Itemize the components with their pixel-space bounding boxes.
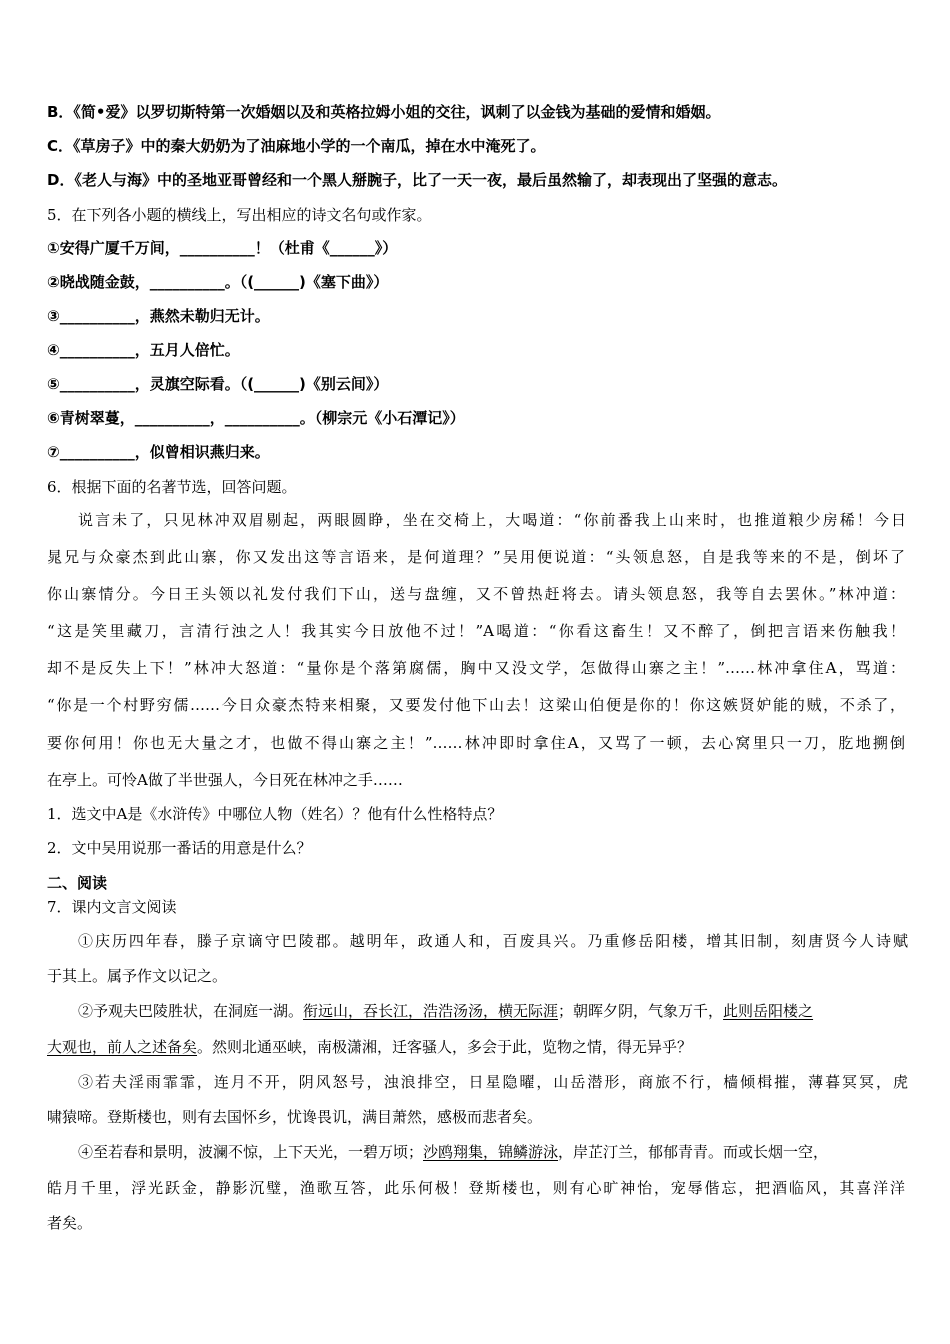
p7-para1-line-1: ①庆历四年春，滕子京谪守巴陵郡。越明年，政通人和，百废具兴。乃重修岳阳楼，增其旧制，刻唐贤今人诗赋 — [78, 932, 908, 950]
q5-item-2: ②晓战随金鼓，__________。（(______)《塞下曲》） — [47, 273, 389, 291]
p7-underlined-sentence-1: 衔远山，吞长江，浩浩汤汤，横无际涯 — [303, 1002, 559, 1020]
p7-para4-text-a: ④至若春和景明，波澜不惊，上下天光，一碧万顷； — [78, 1143, 424, 1161]
option-d: D．《老人与海》中的圣地亚哥曾经和一个黑人掰腕子，比了一天一夜，最后虽然输了，却表现出了坚强的意志。 — [47, 171, 787, 189]
q6-passage-line-5: 却不是反失上下！”林冲大怒道：“量你是个落第腐儒，胸中又没文学，怎做得山寨之主！”……林冲拿住A，骂道： — [47, 659, 905, 677]
q5-item-6: ⑥青树翠蔓，__________，__________。（柳宗元《小石潭记》） — [47, 409, 465, 427]
q6-passage-line-8: 在亭上。可怜A做了半世强人，今日死在林冲之手…… — [47, 771, 403, 789]
p7-para3-line-1: ③若夫淫雨霏霏，连月不开，阴风怒号，浊浪排空，日星隐曜，山岳潜形，商旅不行，樯倾楫摧，薄暮冥冥，虎 — [78, 1073, 908, 1091]
p7-para1-line-2: 于其上。属予作文以记之。 — [47, 967, 228, 985]
p7-underlined-sentence-2a: 此则岳阳楼之 — [723, 1002, 814, 1020]
p7-para3-line-2: 啸猿啼。登斯楼也，则有去国怀乡，忧谗畏讥，满目萧然，感极而悲者矣。 — [47, 1108, 543, 1126]
option-c: C．《草房子》中的秦大奶奶为了油麻地小学的一个南瓜，掉在水中淹死了。 — [47, 137, 546, 155]
q5-prompt: 5．在下列各小题的横线上，写出相应的诗文名句或作家。 — [47, 206, 432, 224]
q6-sub-1: 1．选文中A是《水浒传》中哪位人物（姓名）？他有什么性格特点？ — [47, 805, 503, 823]
p7-para2-line-1 — [78, 1001, 813, 1021]
option-b: B．《简•爱》以罗切斯特第一次婚姻以及和英格拉姆小姐的交往，讽刺了以金钱为基础的爱情和婚姻。 — [47, 103, 721, 121]
p7-para4-line-2: 皓月千里，浮光跃金，静影沉璧，渔歌互答，此乐何极！登斯楼也，则有心旷神怡，宠辱偕忘，把酒临风，其喜洋洋 — [47, 1179, 905, 1197]
p7-para4-line-1 — [78, 1142, 828, 1162]
q7-prompt: 7．课内文言文阅读 — [47, 898, 177, 916]
p7-para4-line-3: 者矣。 — [47, 1214, 93, 1232]
p7-para2-text-a: ②予观夫巴陵胜状，在洞庭一湖。 — [78, 1002, 304, 1020]
q6-passage-line-3: 你山寨情分。今日王头领以礼发付我们下山，送与盘缠，又不曾热赶将去。请头领息怒，我等自去罢休。”林冲道： — [47, 585, 905, 603]
section-heading: 二、阅读 — [47, 874, 108, 892]
p7-para2-text-c: 。然则北通巫峡，南极潇湘，迁客骚人，多会于此，览物之情，得无异乎？ — [197, 1038, 693, 1056]
q6-passage-line-1: 说言未了，只见林冲双眉剔起，两眼圆睁，坐在交椅上，大喝道：“你前番我上山来时，也推道粮少房稀！今日 — [78, 511, 906, 529]
q5-item-3: ③__________，燕然未勒归无计。 — [47, 307, 270, 325]
p7-para4-text-b: ，岸芷汀兰，郁郁青青。而或长烟一空， — [558, 1143, 829, 1161]
p7-underlined-sentence-2b: 大观也，前人之述备矣 — [47, 1038, 198, 1056]
q6-passage-line-7: 要你何用！你也无大量之才，也做不得山寨之主！”……林冲即时拿住A，又骂了一顿，去心窝里只一刀，肐地搠倒 — [47, 734, 905, 752]
p7-para2-text-b: ；朝晖夕阴，气象万千， — [558, 1002, 724, 1020]
q6-prompt: 6．根据下面的名著节选，回答问题。 — [47, 478, 297, 496]
q5-item-7: ⑦__________，似曾相识燕归来。 — [47, 443, 270, 461]
q6-sub-2: 2．文中吴用说那一番话的用意是什么？ — [47, 839, 312, 857]
q6-passage-line-6: “你是一个村野穷儒……今日众豪杰特来相聚，又要发付他下山去！这梁山伯便是你的！你这嫉贤妒能的贼，不杀了， — [47, 696, 905, 714]
p7-para2-line-2 — [47, 1037, 692, 1057]
q5-item-5: ⑤__________，灵旗空际看。（(______)《别云间》） — [47, 375, 389, 393]
p7-underlined-sentence-3: 沙鸥翔集，锦鳞游泳 — [423, 1143, 559, 1161]
q5-item-1: ①安得广厦千万间，__________！（杜甫《______》） — [47, 239, 398, 257]
q6-passage-line-2: 晁兄与众豪杰到此山寨，你又发出这等言语来，是何道理？”吴用便说道：“头领息怒，自是我等来的不是，倒坏了 — [47, 548, 905, 566]
q6-passage-line-4: “这是笑里藏刀，言清行浊之人！我其实今日放他不过！”A喝道：“你看这畜生！又不醉了，倒把言语来伤触我！ — [47, 622, 905, 640]
q5-item-4: ④__________，五月人倍忙。 — [47, 341, 240, 359]
